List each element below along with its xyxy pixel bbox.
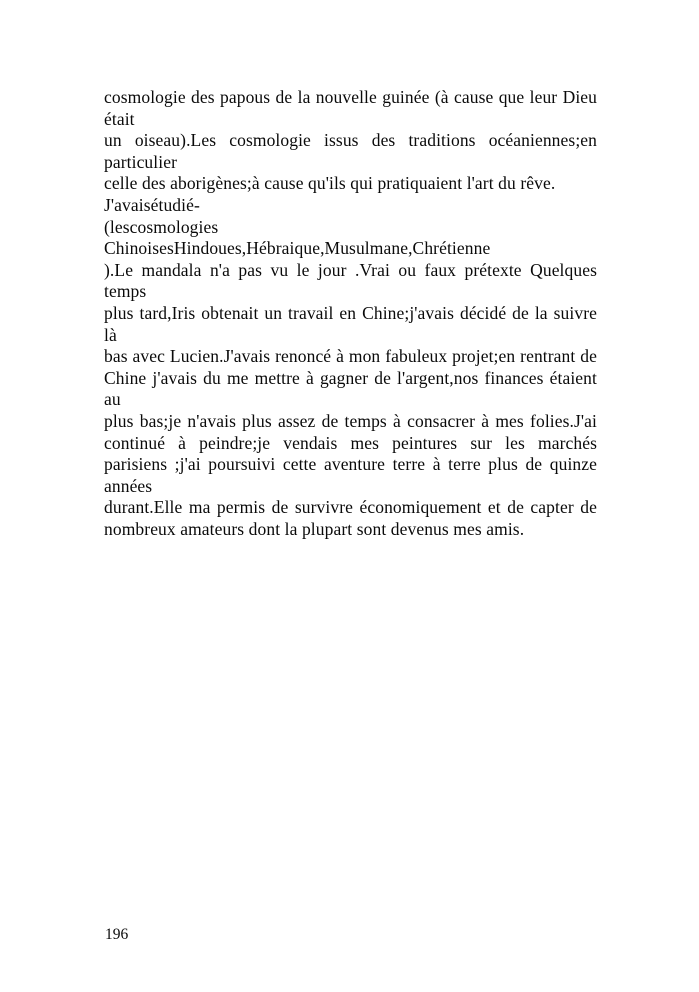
text-line: nombreux amateurs dont la plupart sont devenus mes amis.: [104, 518, 525, 539]
text-line: celle des aborigènes;à cause qu'ils qui pratiquaient l'art du rêve.: [104, 173, 556, 194]
text-line: continué à peindre;je vendais mes peintures sur les marchés: [104, 432, 597, 453]
text-line: Chine j'avais du me mettre à gagner de l'argent,nos finances étaient au: [104, 367, 597, 410]
text-line: J'avaisétudié-: [104, 194, 200, 215]
text-line: bas avec Lucien.J'avais renoncé à mon fabuleux projet;en rentrant de: [104, 346, 597, 367]
page-number: 196: [105, 926, 129, 943]
text-line: ).Le mandala n'a pas vu le jour .Vrai ou faux prétexte Quelques temps: [104, 259, 597, 302]
text-line: durant.Elle ma permis de survivre économiquement et de capter de: [104, 497, 597, 518]
text-line: parisiens ;j'ai poursuivi cette aventure terre à terre plus de quinze années: [104, 454, 597, 496]
text-line: (lescosmologies ChinoisesHindoues,Hébraique,Musulmane,Chrétienne: [104, 216, 491, 259]
text-line: plus tard,Iris obtenait un travail en Chine;j'avais décidé de la suivre là: [104, 302, 597, 345]
body-text: [104, 87, 597, 540]
text-line: cosmologie des papous de la nouvelle guinée (à cause que leur Dieu était: [104, 87, 597, 129]
text-line: un oiseau).Les cosmologie issus des traditions océaniennes;en particulier: [104, 130, 597, 172]
text-line: plus bas;je n'avais plus assez de temps à consacrer à mes folies.J'ai: [104, 410, 597, 431]
